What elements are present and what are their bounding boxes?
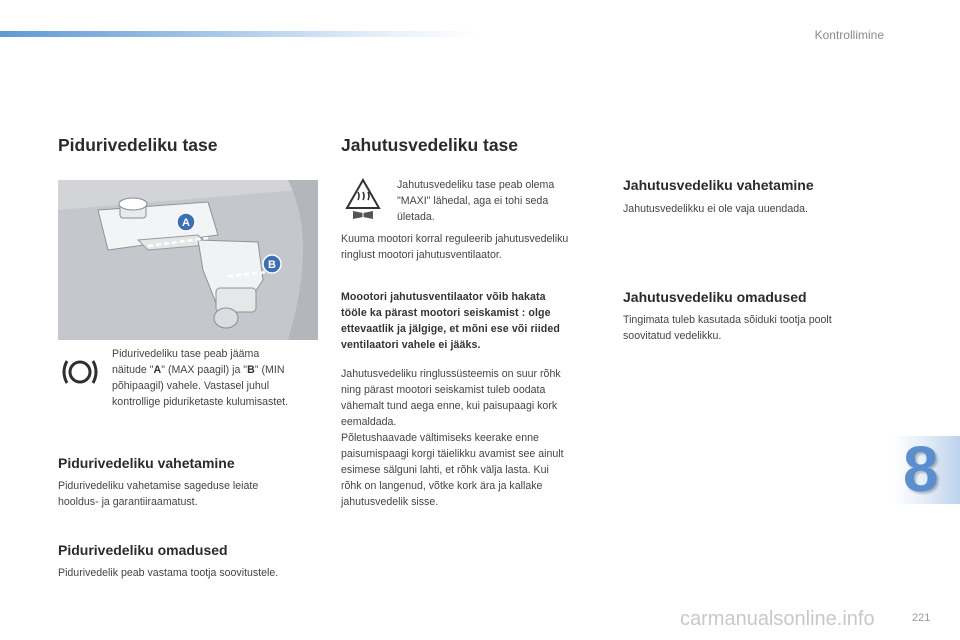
brake-properties-title: Pidurivedeliku omadused <box>58 542 228 558</box>
coolant-warning-line-3: ettevaatlik ja jälgige, et mõni ese või riided <box>341 323 560 335</box>
brake-level-line-2: näitude "A" (MAX paagil) ja "B" (MIN <box>112 364 285 376</box>
coolant-icon-line-1: Jahutusvedeliku tase peab olema <box>397 179 555 191</box>
coolant-warning-line-4: ventilaatori vahele ei jääks. <box>341 339 481 351</box>
coolant-para2-line-7: esimese sälguni lahti, et rõhk välja lasta. Kui <box>341 464 549 476</box>
coolant-properties-line-2: soovitatud vedelikku. <box>623 330 722 342</box>
watermark: carmanualsonline.info <box>680 608 875 630</box>
coolant-para2-line-8: rõhk on langenud, võtke kork ära ja kallake <box>341 480 543 492</box>
header-accent-bar <box>0 31 480 37</box>
coolant-title: Jahutusvedeliku tase <box>341 135 519 155</box>
marker-a-ref: A <box>153 364 162 376</box>
brake-level-line-3: põhipaagil) vahele. Vastasel juhul <box>112 380 270 392</box>
brake-change-line-2: hooldus- ja garantiiraamatust. <box>58 496 198 508</box>
brake-change-line-1: Pidurivedeliku vahetamise sageduse leiate <box>58 480 259 492</box>
section-label: Kontrollimine <box>814 28 884 42</box>
brake-reservoir-drawing <box>58 180 318 340</box>
coolant-change-title: Jahutusvedeliku vahetamine <box>623 177 814 193</box>
label-b-text: B <box>268 259 276 271</box>
coolant-para2-line-4: eemaldada. <box>341 416 397 428</box>
coolant-change-line-1: Jahutusvedelikku ei ole vaja uuendada. <box>623 203 808 215</box>
coolant-para2-line-3: vähemalt tund aega enne, kui paisupaagi kork <box>341 400 558 412</box>
page-number: 221 <box>912 612 931 624</box>
coolant-para2-line-1: Jahutusvedeliku ringlussüsteemis on suur rõhk <box>341 368 561 380</box>
brake-level-line-4: kontrollige piduriketaste kulumisastet. <box>112 396 289 408</box>
brake-fluid-title: Pidurivedeliku tase <box>58 135 218 155</box>
coolant-warning-line-2: tööle ka pärast mootori seiskamist : olge <box>341 307 551 319</box>
chapter-number: 8 <box>903 433 939 505</box>
coolant-para2-line-2: ning pärast mootori seiskamist tuleb oodata <box>341 384 546 396</box>
label-a-text: A <box>182 217 190 229</box>
coolant-para2-line-5: Põletushaavade vältimiseks keerake enne <box>341 432 539 444</box>
coolant-para1-line-1: Kuuma mootori korral reguleerib jahutusvedeliku <box>341 233 569 245</box>
coolant-icon-line-3: ületada. <box>397 211 435 223</box>
coolant-para1-line-2: ringlust mootori jahutusventilaator. <box>341 249 502 261</box>
coolant-warning-line-1: Moootori jahutusventilaator võib hakata <box>341 291 546 303</box>
coolant-icon-line-2: "MAXI" lähedal, aga ei tohi seda <box>397 195 549 207</box>
coolant-para2-line-6: paisumispaagi korgi täielikku avamist see ainult <box>341 448 564 460</box>
brake-warning-icon <box>60 355 100 389</box>
hot-coolant-warning-icon <box>345 178 381 220</box>
brake-reservoir-illustration <box>58 180 318 340</box>
marker-b-ref: B <box>247 364 255 376</box>
coolant-para2-line-9: jahutusvedelik sisse. <box>341 496 439 508</box>
brake-change-title: Pidurivedeliku vahetamine <box>58 455 235 471</box>
brake-properties-line-1: Pidurivedelik peab vastama tootja soovitustele. <box>58 567 279 579</box>
coolant-properties-line-1: Tingimata tuleb kasutada sõiduki tootja poolt <box>623 314 832 326</box>
coolant-properties-title: Jahutusvedeliku omadused <box>623 289 807 305</box>
brake-level-line-1: Pidurivedeliku tase peab jääma <box>112 348 260 360</box>
